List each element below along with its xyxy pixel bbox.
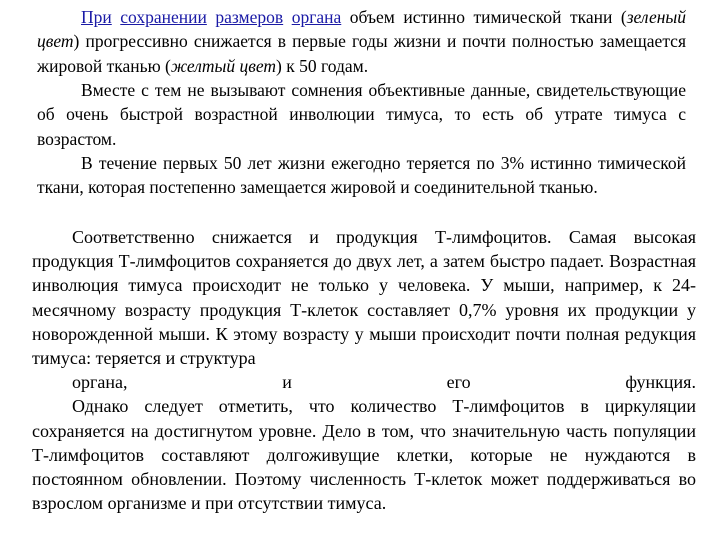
- spread-word: органа,: [72, 372, 128, 393]
- paragraph-text: Однако следует отметить, что количество Т-лимфоцитов в циркуляции сохраняется на достигнутом уровне. Дело в том, что значительную часть популяции Т-лимфоцитов составляют долгоживущие клетки, которые не нуждаются в постоянном обновлении. Поэтому численность Т-клеток может поддерживаться во взрослом организме и при отсутствии тимуса.: [32, 396, 696, 514]
- spread-line: [32, 370, 696, 394]
- paragraph-text: ) прогрессивно снижается в первые годы жизни и почти полностью замещается жировой тканью (: [37, 31, 686, 76]
- link-pri[interactable]: При: [81, 7, 112, 27]
- link-razmerov[interactable]: размеров: [215, 7, 284, 27]
- paragraph-text: ) к 50 годам.: [276, 55, 369, 76]
- spread-word: функция.: [625, 372, 696, 393]
- paragraph-text: Соответственно снижается и продукция Т-лимфоцитов. Самая высокая продукция Т-лимфоцитов сохраняется до двух лет, а затем быстро падает. Возрастная инволюция тимуса происходит не только у человека. У мыши, например, к 24-месячному возрасту продукция Т-клеток составляет 0,7% уровня их продукции у новорожденной мыши. К этому возрасту у мыши происходит почти полная редукция тимуса: теряется и структура: [32, 227, 696, 369]
- paragraph-thymus-volume: [37, 5, 686, 78]
- paragraph-text: объем истинно тимической ткани (: [341, 7, 627, 27]
- link-sokhranenii[interactable]: сохранении: [120, 7, 207, 27]
- link-organa[interactable]: органа: [291, 7, 342, 27]
- paragraph-t-lymphocytes: [32, 225, 696, 515]
- italic-green-color: зеленый цвет: [37, 7, 687, 52]
- paragraph-involution: Вместе с тем не вызывают сомнения объективные данные, свидетельствующие об очень быстрой возрастной инволюции тимуса, то есть об утрате тимуса с возрастом.: [37, 80, 686, 149]
- paragraph-annual-loss: В течение первых 50 лет жизни ежегодно теряется по 3% истинно тимической ткани, которая постепенно замещается жировой и соединительной тканью.: [37, 153, 686, 198]
- spread-word: и: [282, 372, 292, 393]
- italic-yellow-color: желтый цвет: [170, 55, 277, 76]
- spread-word: его: [446, 372, 471, 393]
